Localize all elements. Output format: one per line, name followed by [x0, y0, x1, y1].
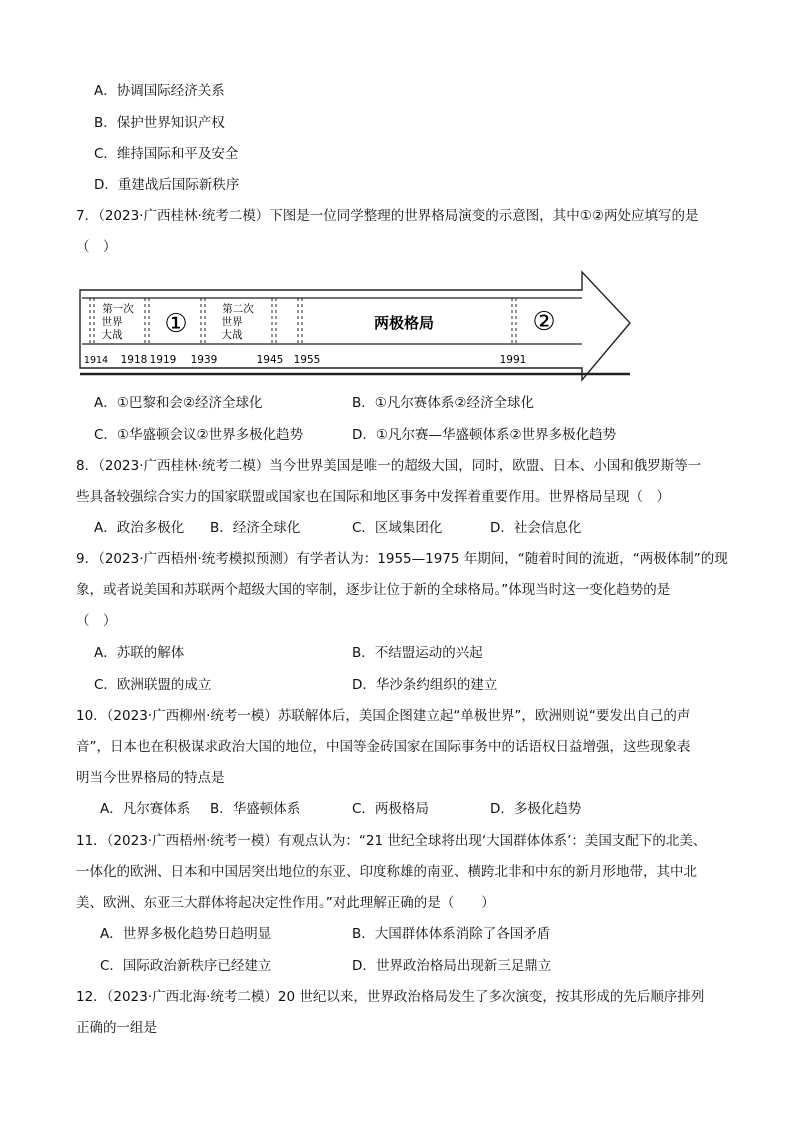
box2-line3: 大战 — [221, 329, 243, 341]
year-1991: 1991 — [499, 354, 527, 366]
q10-stem-line2: 音”，日本也在积极谋求政治大国的地位，中国等金砖国家在国际事务中的话语权日益增强，这些现象表 — [76, 739, 691, 755]
q6-option-a: A．协调国际经济关系 — [94, 83, 225, 99]
q10-option-c: C．两极格局 — [352, 801, 429, 817]
q11-option-c: C．国际政治新秩序已经建立 — [100, 958, 272, 974]
q11-option-b: B．大国群体体系消除了各国矛盾 — [352, 926, 551, 942]
q9-option-c: C．欧洲联盟的成立 — [94, 677, 212, 693]
q11-stem-line2: 一体化的欧洲、日本和中国居突出地位的东亚、印度称雄的南亚、横跨北非和中东的新月形地带，其中北 — [76, 864, 697, 880]
q9-stem-line2: 象，或者说美国和苏联两个超级大国的宰制，逐步让位于新的全球格局。”体现当时这一变化趋势的是 — [76, 582, 671, 598]
year-1945: 1945 — [256, 354, 284, 366]
q10-option-a: A．凡尔赛体系 — [100, 801, 191, 817]
q9-option-a: A．苏联的解体 — [94, 645, 185, 661]
year-1914: 1914 — [83, 355, 109, 366]
q11-stem-line3: 美、欧洲、东亚三大群体将起决定性作用。”对此理解正确的是（ ） — [76, 895, 495, 911]
q10-stem-line3: 明当今世界格局的特点是 — [76, 770, 225, 786]
q7-option-a: A．①巴黎和会②经济全球化 — [94, 395, 263, 411]
box2-line2: 世界 — [221, 316, 243, 328]
year-1939: 1939 — [190, 354, 218, 366]
q7-option-c: C．①华盛顿会议②世界多极化趋势 — [94, 427, 304, 443]
q10-stem-line1: 10．（2023·广西柳州·统考一模）苏联解体后，美国企图建立起“单极世界”，欧洲则说“要发出自己的声 — [76, 708, 691, 724]
q11-option-a: A．世界多极化趋势日趋明显 — [100, 926, 272, 942]
q12-stem-line2: 正确的一组是 — [76, 1020, 157, 1036]
q9-stem-line3: （ ） — [76, 613, 117, 629]
q8-option-c: C．区域集团化 — [352, 520, 443, 536]
q6-option-c: C．维持国际和平及安全 — [94, 146, 239, 162]
circle-1: ① — [164, 309, 188, 339]
q8-option-a: A．政治多极化 — [94, 520, 185, 536]
q12-stem-line1: 12．（2023·广西北海·统考二模）20 世纪以来，世界政治格局发生了多次演变，按其形成的先后顺序排列 — [76, 989, 705, 1005]
box1-line1: 第一次 — [102, 303, 134, 315]
year-1955: 1955 — [293, 354, 321, 366]
q7-stem-line1: 7．（2023·广西桂林·统考二模）下图是一位同学整理的世界格局演变的示意图，其中①②两处应填写的是 — [76, 208, 699, 224]
q8-option-b: B．经济全球化 — [210, 520, 301, 536]
box2-line1: 第二次 — [222, 303, 254, 315]
q6-option-d: D．重建战后国际新秩序 — [94, 177, 240, 193]
q10-option-b: B．华盛顿体系 — [210, 801, 301, 817]
world-pattern-diagram — [0, 268, 794, 388]
q7-option-b: B．①凡尔赛体系②经济全球化 — [352, 395, 534, 411]
q7-stem-line2: （ ） — [76, 239, 117, 255]
box1-line2: 世界 — [101, 316, 123, 328]
bipolar-label: 两极格局 — [373, 314, 435, 332]
q8-stem-line2: 些具备较强综合实力的国家联盟或国家也在国际和地区事务中发挥着重要作用。世界格局呈现（ ） — [76, 489, 670, 505]
q6-option-b: B．保护世界知识产权 — [94, 115, 225, 131]
q10-option-d: D．多极化趋势 — [490, 801, 582, 817]
q9-option-d: D．华沙条约组织的建立 — [352, 677, 498, 693]
year-1918: 1918 — [120, 354, 148, 366]
q9-option-b: B．不结盟运动的兴起 — [352, 645, 483, 661]
box1-line3: 大战 — [101, 329, 123, 341]
year-1919: 1919 — [149, 354, 177, 366]
q9-stem-line1: 9．（2023·广西梧州·统考模拟预测）有学者认为：1955—1975 年期间，“随着时间的流逝，“两极体制”的现 — [76, 551, 728, 567]
q8-option-d: D．社会信息化 — [490, 520, 582, 536]
q8-stem-line1: 8．（2023·广西桂林·统考二模）当今世界美国是唯一的超级大国，同时，欧盟、日本、小国和俄罗斯等一 — [76, 458, 702, 474]
circle-2: ② — [532, 307, 556, 337]
q11-stem-line1: 11．（2023·广西梧州·统考一模）有观点认为：“21 世纪全球将出现‘大国群体体系’：美国支配下的北美、 — [76, 833, 707, 849]
q11-option-d: D．世界政治格局出现新三足鼎立 — [352, 958, 552, 974]
q7-option-d: D．①凡尔赛—华盛顿体系②世界多极化趋势 — [352, 427, 617, 443]
